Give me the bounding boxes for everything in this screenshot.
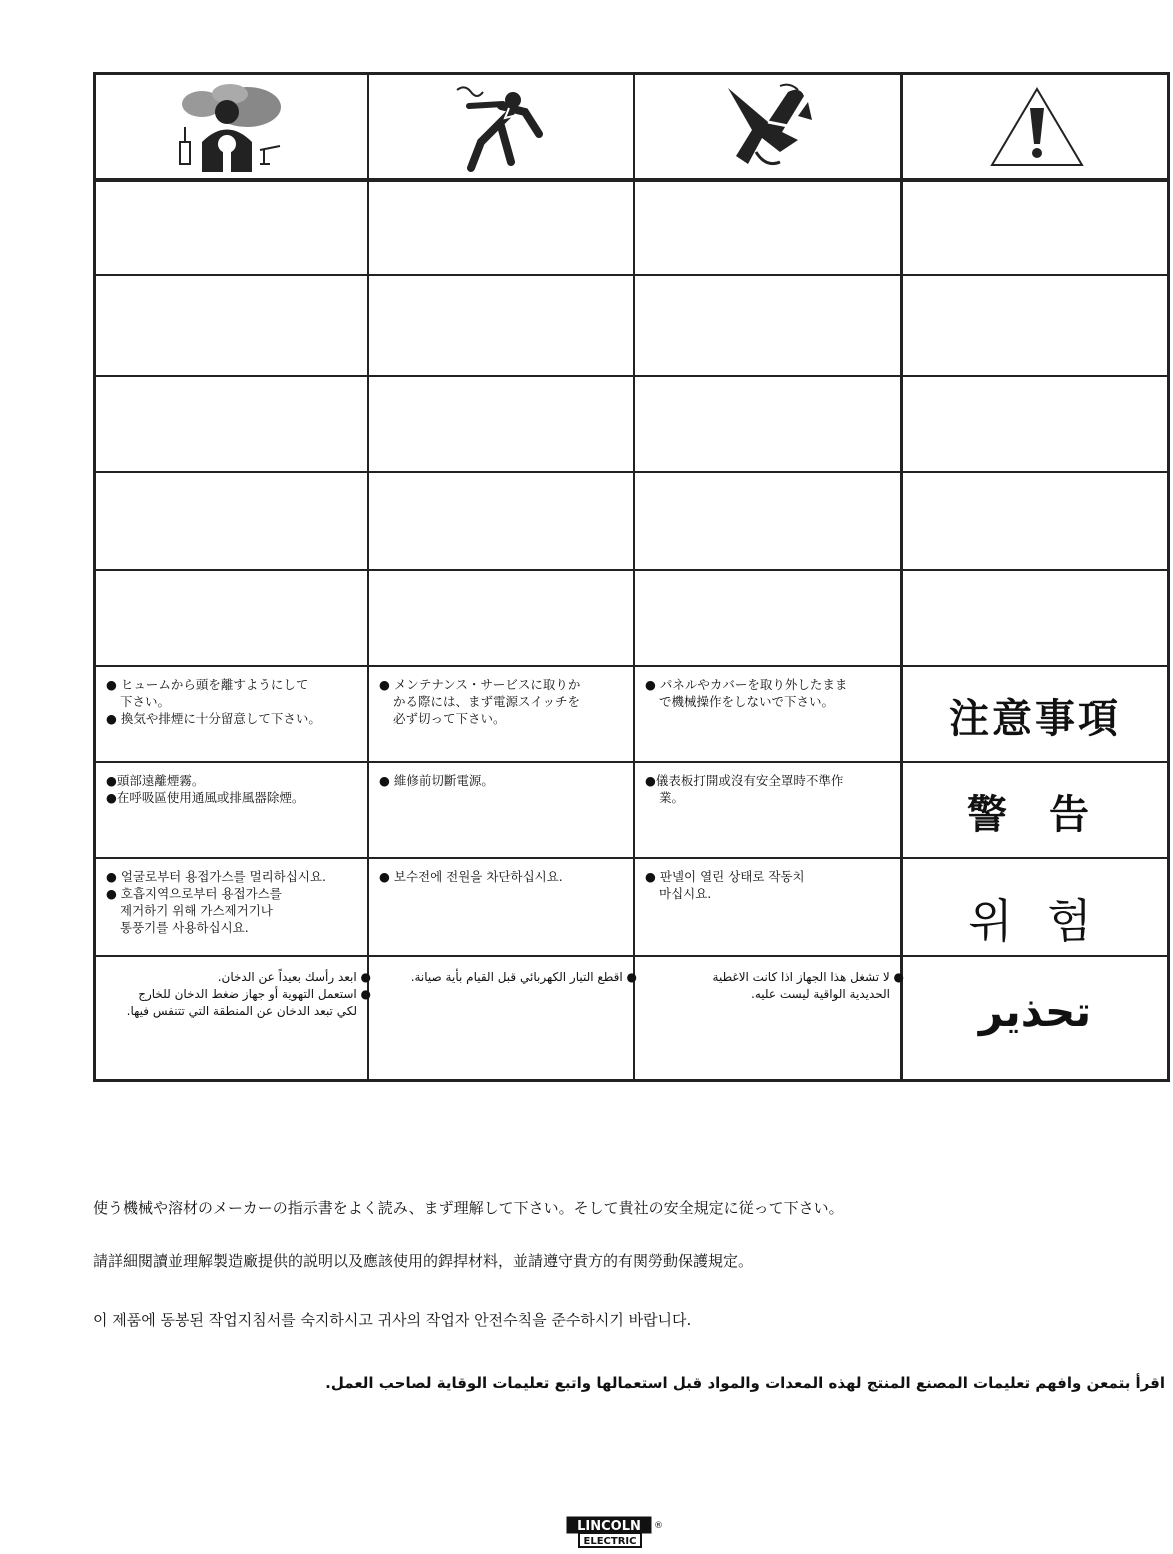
korean-shock-cell bbox=[369, 859, 633, 955]
fumes-icon bbox=[96, 75, 367, 178]
arabic-shock-cell bbox=[369, 957, 637, 1082]
list-item: ● 維修前切斷電源。 bbox=[379, 773, 494, 788]
footer-chinese: 請詳細閱讀並理解製造廠提供的説明以及應該使用的銲捍材料，並請遵守貴方的有関勞動保護規定。 bbox=[93, 1252, 754, 1270]
arabic-warning-title: تحذير bbox=[978, 987, 1092, 1036]
lincoln-electric-logo bbox=[566, 1516, 662, 1554]
list-item: ●頭部遠離煙霧。 bbox=[106, 773, 205, 788]
japanese-warning-title: 注意事項 bbox=[949, 696, 1121, 742]
list-item: ● メンテナンス・サービスに取りか かる際には、まず電源スイッチを 必ず切って下さい。 bbox=[379, 677, 581, 726]
list-item: ● 판넬이 열린 상태로 작동치 마십시요. bbox=[645, 869, 805, 901]
chinese-fumes-cell bbox=[96, 763, 367, 857]
row-divider bbox=[96, 375, 1167, 377]
korean-warning-title: 위 험 bbox=[968, 894, 1102, 948]
list-item: ● استعمل التهوية أو جهاز ضغط الدخان للخارج لكي تبعد الدخان عن المنطقة التي تتنفس فيها. bbox=[126, 987, 371, 1018]
chinese-warning-title: 警 告 bbox=[967, 792, 1103, 838]
logo-registered-mark: ® bbox=[654, 1521, 663, 1531]
list-item: ● 얼굴로부터 용접가스를 멀리하십시요. bbox=[106, 869, 327, 884]
footer-arabic: اقرأ بتمعن وافهم تعليمات المصنع المنتج لهذه المعدات والمواد قبل استعمالها واتبع تعليمات الوقاية لصاحب العمل. bbox=[325, 1374, 1165, 1392]
logo-line2: ELECTRIC bbox=[583, 1536, 637, 1547]
electric-shock-icon bbox=[369, 75, 633, 178]
safety-warning-table bbox=[93, 72, 1170, 1082]
chinese-parts-cell bbox=[635, 763, 900, 857]
row-divider bbox=[96, 471, 1167, 473]
arabic-fumes-cell bbox=[96, 957, 371, 1082]
footer-japanese: 使う機械や溶材のメーカーの指示書をよく読み、まず理解して下さい。そして貴社の安全規定に従って下さい。 bbox=[93, 1199, 844, 1217]
list-item: ●在呼吸區使用通風或排風器除煙。 bbox=[106, 790, 305, 805]
list-item: ● パネルやカバーを取り外したまま で機械操作をしないで下さい。 bbox=[645, 677, 848, 709]
warning-triangle-icon bbox=[903, 75, 1170, 178]
list-item: ● 호흡지역으로부터 용접가스를 제거하기 위해 가스제거기나 통풍기를 사용하십시요. bbox=[106, 886, 282, 935]
row-divider bbox=[96, 178, 1167, 182]
list-item: ● 換気や排煙に十分留意して下さい。 bbox=[106, 711, 321, 726]
list-item: ● لا تشغل هذا الجهاز اذا كانت الاغطية الحديدية الواقية ليست عليه. bbox=[712, 970, 904, 1001]
list-item: ●儀表板打開或沒有安全罩時不準作 業。 bbox=[645, 773, 844, 805]
japanese-parts-cell bbox=[635, 667, 900, 761]
list-item: ● ابعد رأسك بعيداً عن الدخان. bbox=[217, 970, 371, 984]
korean-parts-cell bbox=[635, 859, 900, 955]
chinese-shock-cell bbox=[369, 763, 633, 857]
logo-line1: LINCOLN bbox=[577, 1519, 641, 1534]
footer-korean: 이 제품에 동봉된 작업지침서를 숙지하시고 귀사의 작업자 안전수칙을 준수하시기 바랍니다. bbox=[93, 1311, 692, 1329]
arabic-parts-cell bbox=[635, 957, 904, 1082]
moving-parts-hand-icon bbox=[635, 75, 900, 178]
list-item: ● ヒュームから頭を離すようにして 下さい。 bbox=[106, 677, 309, 709]
row-divider bbox=[96, 274, 1167, 276]
japanese-fumes-cell bbox=[96, 667, 367, 761]
japanese-shock-cell bbox=[369, 667, 633, 761]
row-divider bbox=[96, 569, 1167, 571]
korean-fumes-cell bbox=[96, 859, 367, 955]
list-item: ● 보수전에 전원을 차단하십시요. bbox=[379, 869, 563, 884]
list-item: ● اقطع التيار الكهربائي قبل القيام بأية صيانة. bbox=[410, 970, 637, 984]
